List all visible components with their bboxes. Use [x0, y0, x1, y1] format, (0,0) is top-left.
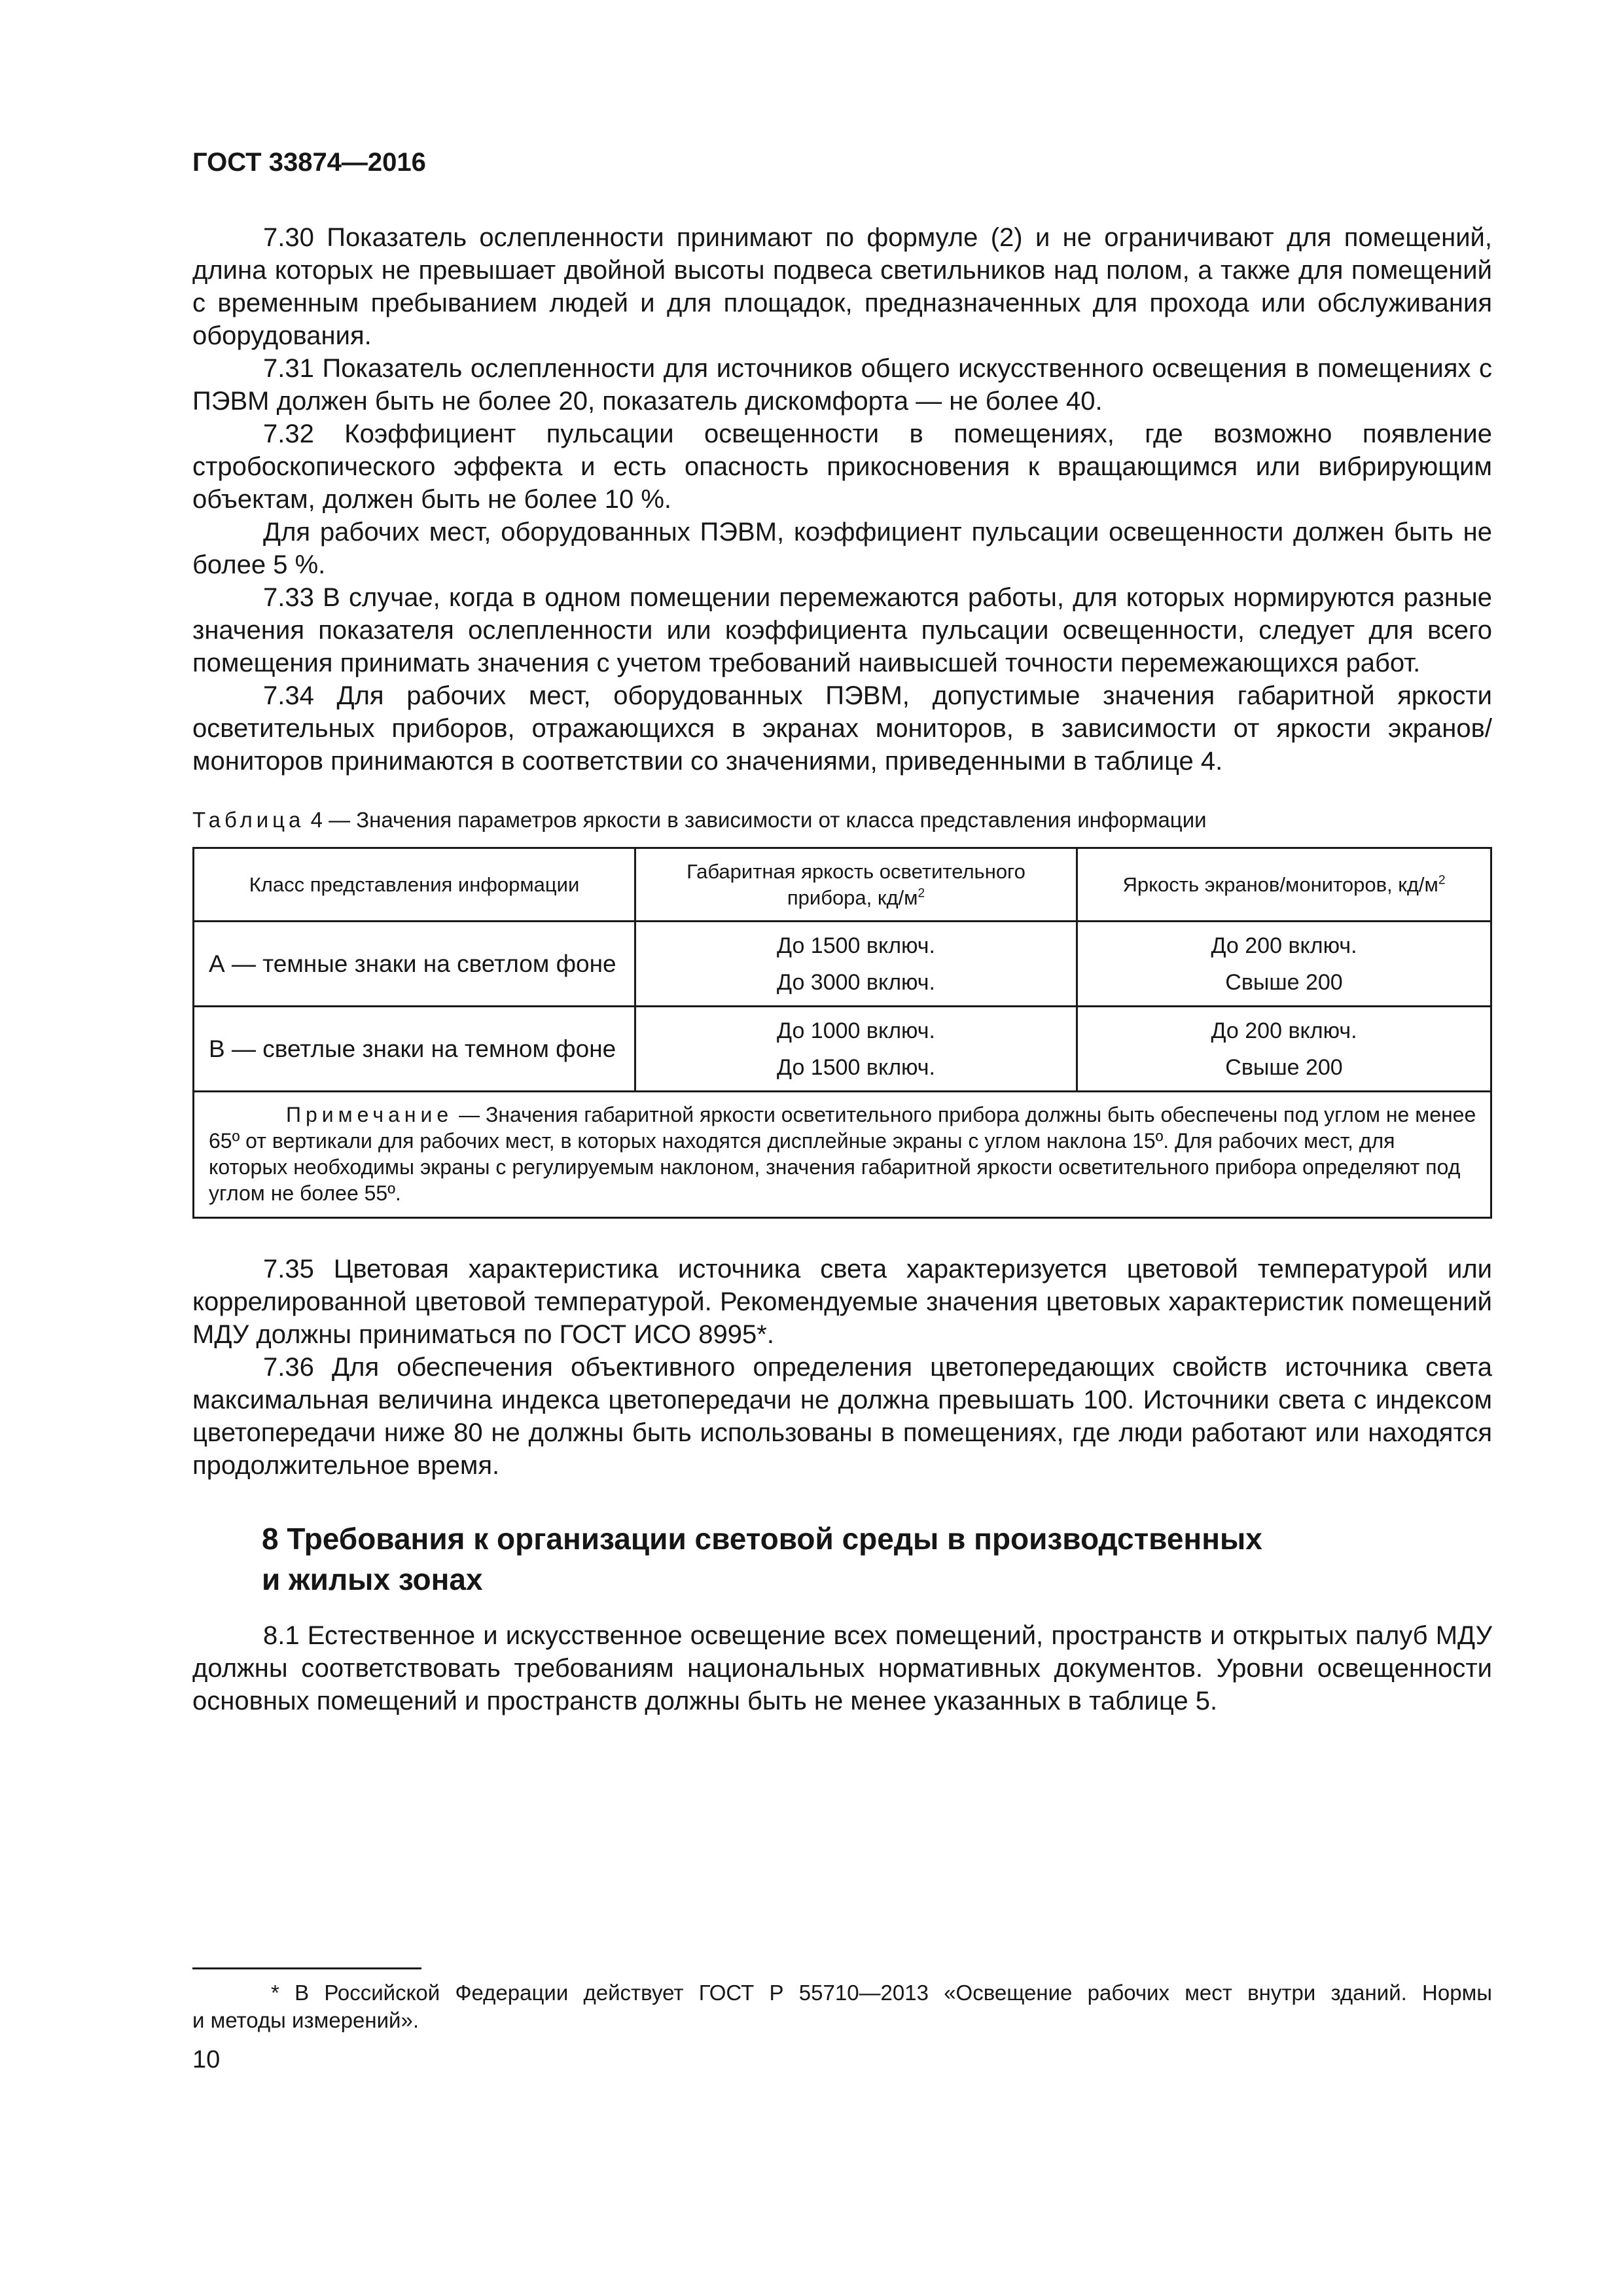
section-8-heading [262, 1518, 1262, 1600]
header-fixture-brightness [635, 848, 1077, 922]
header-screen-brightness [1077, 848, 1491, 922]
fixture-value: До 1500 включ. [777, 933, 935, 958]
fixture-value: До 1000 включ. [777, 1018, 935, 1043]
row-label: А — темные знаки на светлом фоне [194, 922, 635, 1007]
header-screen-text: Яркость экранов/мониторов, кд/м [1122, 872, 1438, 896]
unit-exponent: 2 [918, 886, 925, 901]
fixture-value: До 3000 включ. [777, 969, 935, 995]
paragraph-7-35: 7.35 Цветовая характеристика источника света характеризуется цветовой температурой или коррелированной цветовой температурой. Рекомендуемые значения цветовых характеристик помещений МДУ должны приниматься по ГОСТ ИСО 8995*. [192, 1255, 1492, 1349]
row-label: В — светлые знаки на темном фоне [194, 1007, 635, 1092]
table-caption-label: Таблица [192, 808, 305, 832]
header-info-class: Класс представления информации [194, 848, 635, 922]
clause-8-1 [192, 1619, 1492, 1717]
paragraph-7-33: 7.33 В случае, когда в одном помещении перемежаются работы, для которых нормируются разные значения показателя ослепленности или коэффициента пульсации освещенности, следует для всего помещения принимать значения с учетом требований наивысшей точности перемежающихся работ. [192, 583, 1492, 677]
paragraph-7-34: 7.34 Для рабочих мест, оборудованных ПЭВМ, допустимые значения габаритной яркости осветительных приборов, отражающихся в экранах мониторов, в зависимости от яркости экранов/мониторов принимаются в соответствии со значениями, приведенными в таблице 4. [192, 681, 1492, 776]
footnote [192, 1979, 1492, 2034]
unit-exponent: 2 [1438, 873, 1446, 888]
table-row [194, 922, 1491, 1007]
note-text: — Значения габаритной яркости осветительного прибора должны быть обеспечены под углом не менее 65º от вертикали для рабочих мест, в которых находятся дисплейные экраны с углом наклона 15º. Для рабочих мест, для которых необходимы экраны с регулируемым наклоном, значения габаритной яркости осветительного прибора определяют под углом не более 55º. [209, 1103, 1476, 1205]
screen-values [1077, 1007, 1491, 1092]
table-row [194, 1007, 1491, 1092]
table-note-row [194, 1092, 1491, 1218]
header-fixture-text: Габаритная яркость осветительного прибора, кд/м [687, 859, 1026, 909]
screen-value: Свыше 200 [1225, 969, 1343, 995]
table-header-row [194, 848, 1491, 922]
footnote-line: * В Российской Федерации действует ГОСТ Р 55710—2013 «Освещение рабочих мест внутри зданий. Нормы [271, 1981, 1492, 2005]
paragraph-7-32-pc: Для рабочих мест, оборудованных ПЭВМ, коэффициент пульсации освещенности должен быть не более 5 %. [192, 518, 1492, 579]
brightness-table [192, 847, 1492, 1219]
footnote-divider [192, 1967, 421, 1969]
heading-line: 8 Требования к организации световой среды в производственных [262, 1522, 1262, 1556]
screen-value: До 200 включ. [1211, 933, 1357, 958]
table-caption [192, 808, 1207, 833]
table-caption-text: 4 — Значения параметров яркости в зависимости от класса представления информации [310, 808, 1207, 832]
screen-values [1077, 922, 1491, 1007]
page-number: 10 [192, 2046, 221, 2073]
screen-value: До 200 включ. [1211, 1018, 1357, 1043]
footnote-line: и методы измерений». [192, 2008, 419, 2032]
paragraph-7-30: 7.30 Показатель ослепленности принимают по формуле (2) и не ограничивают для помещений, длина которых не превышает двойной высоты подвеса светильников над полом, а также для помещений с временным пребыванием людей и для площадок, предназначенных для прохода или обслуживания оборудования. [192, 223, 1492, 350]
screen-value: Свыше 200 [1225, 1054, 1343, 1080]
fixture-values [635, 922, 1077, 1007]
heading-line: и жилых зонах [262, 1562, 483, 1596]
fixture-value: До 1500 включ. [777, 1054, 935, 1080]
fixture-values [635, 1007, 1077, 1092]
document-header: ГОСТ 33874—2016 [192, 148, 426, 177]
table-note [194, 1092, 1491, 1218]
clauses-7-35-to-7-36 [192, 1253, 1492, 1482]
paragraph-7-31: 7.31 Показатель ослепленности для источников общего искусственного освещения в помещениях с ПЭВМ должен быть не более 20, показатель дискомфорта — не более 40. [192, 354, 1492, 416]
paragraph-7-32: 7.32 Коэффициент пульсации освещенности в помещениях, где возможно появление стробоскопического эффекта и есть опасность прикосновения к вращающимся или вибрирующим объектам, должен быть не более 10 %. [192, 420, 1492, 514]
note-label: Примечание [286, 1103, 454, 1126]
paragraph-8-1: 8.1 Естественное и искусственное освещение всех помещений, пространств и открытых палуб МДУ должны соответствовать требованиям национальных нормативных документов. Уровни освещенности основных помещений и пространств должны быть не менее указанных в таблице 5. [192, 1621, 1492, 1715]
paragraph-7-36: 7.36 Для обеспечения объективного определения цветопередающих свойств источника света максимальная величина индекса цветопередачи не должна превышать 100. Источники света с индексом цветопередачи ниже 80 не должны быть использованы в помещениях, где люди работают или находятся продолжительное время. [192, 1353, 1492, 1480]
clauses-7-30-to-7-34 [192, 221, 1492, 778]
